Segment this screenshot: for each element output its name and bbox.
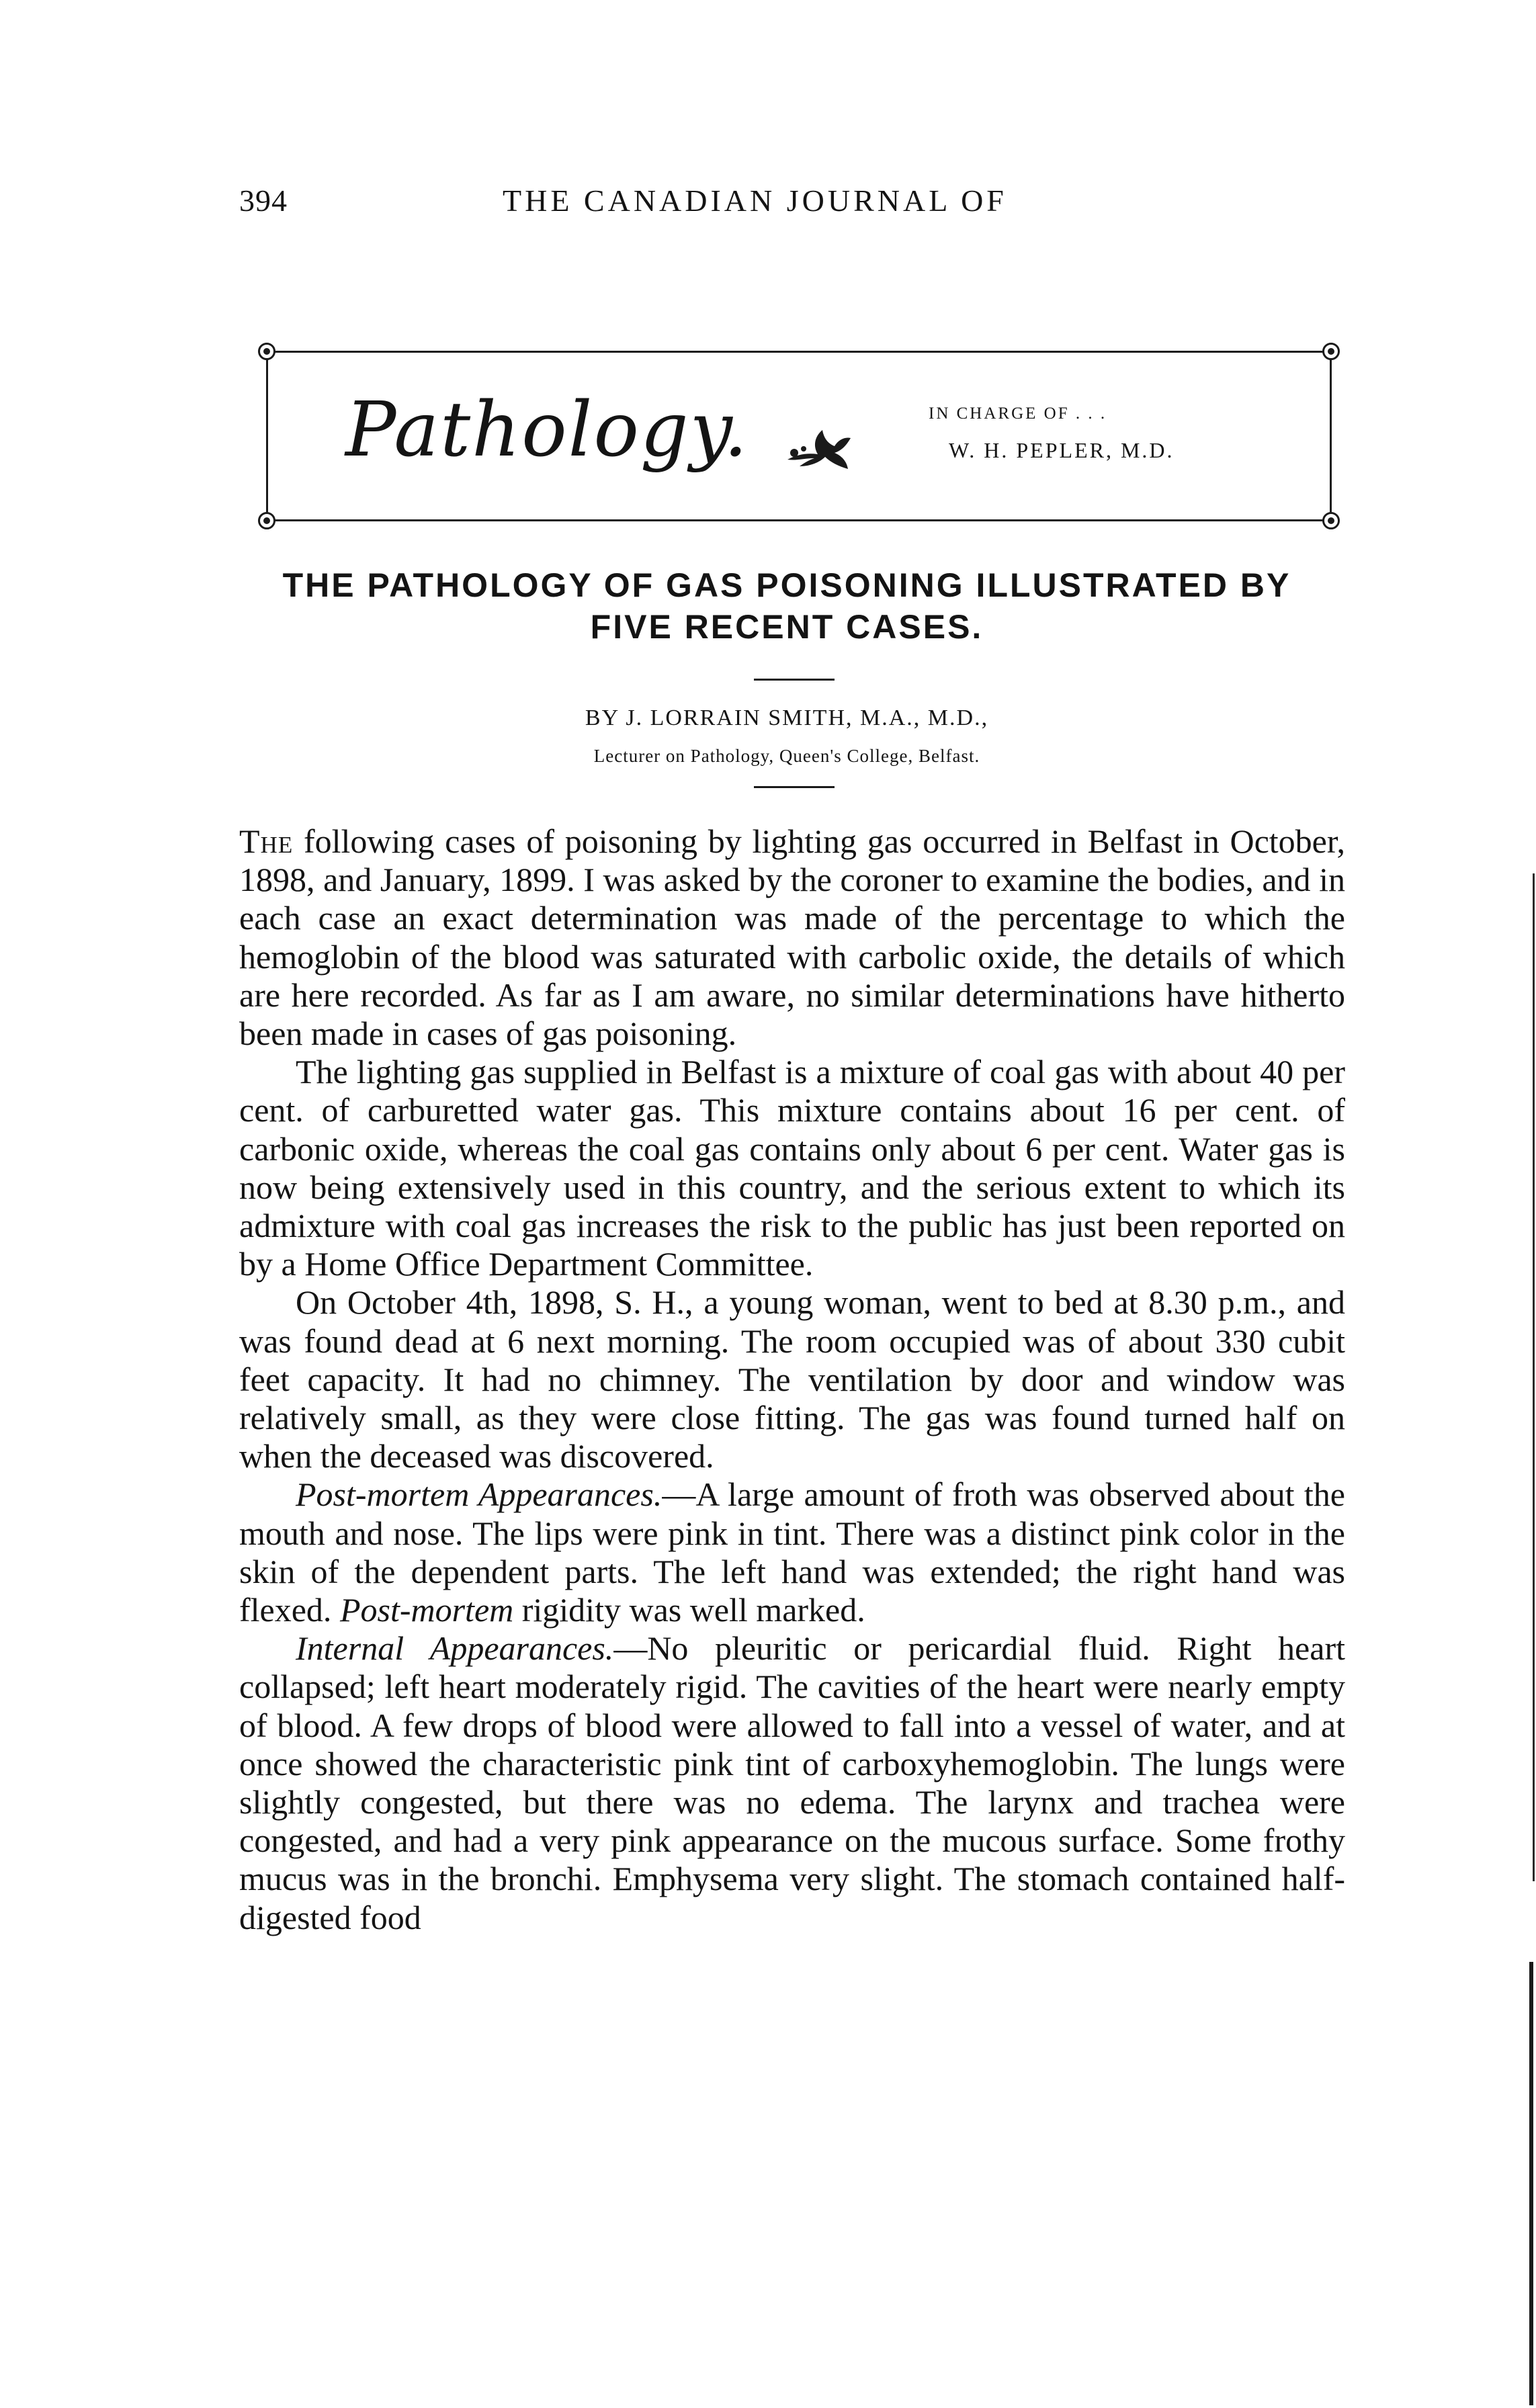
banner-top-rule bbox=[266, 351, 1332, 353]
byline-divider bbox=[754, 786, 835, 788]
paragraph-text: following cases of poisoning by lighting gas occurred in Belfast in October, 1898, and January, 1899. I was asked by the coroner to examine the bodies, and in each case an exact determination was made of the percentage to which the hemoglobin of the blood was saturated with carbolic oxide, the details of which are here recorded. As far as I am aware, no similar determinations have hitherto been made in cases of gas poisoning. bbox=[239, 822, 1346, 1053]
run-in-heading: Post-mortem Appearances. bbox=[296, 1475, 663, 1514]
journal-title: THE CANADIAN JOURNAL OF bbox=[503, 183, 1007, 218]
running-header bbox=[239, 183, 1126, 230]
paragraph bbox=[239, 1475, 1345, 1629]
corner-ornament-icon bbox=[1322, 512, 1340, 529]
paragraph bbox=[239, 1629, 1345, 1937]
title-divider bbox=[754, 679, 835, 681]
italic-term: Post-mortem bbox=[339, 1591, 514, 1629]
banner-right-rule bbox=[1330, 351, 1332, 521]
author-affiliation: Lecturer on Pathology, Queen's College, Belfast. bbox=[593, 746, 980, 766]
article-title: THE PATHOLOGY OF GAS POISONING ILLUSTRATED BY FIVE RECENT CASES. bbox=[282, 566, 1291, 646]
paragraph: The lighting gas supplied in Belfast is a mixture of coal gas with about 40 per cent. of carburetted water gas. This mixture contains about 16 per cent. of carbonic oxide, whereas the coal gas contains only about 6 per cent. Water gas is now being extensively used in this country, and the serious extent to which its admixture with coal gas increases the risk to the public has just been reported on by a Home Office Department Committee. bbox=[239, 1053, 1345, 1283]
paragraph: On October 4th, 1898, S. H., a young woman, went to bed at 8.30 p.m., and was found dead at 6 next morning. The room occupied was of about 330 cubit feet capacity. It had no chimney. The ventilation by door and window was relatively small, as they were close fitting. The gas was found turned half on when the deceased was discovered. bbox=[239, 1283, 1345, 1475]
corner-ornament-icon bbox=[1322, 343, 1340, 360]
page-number: 394 bbox=[239, 183, 288, 218]
drop-lead: The bbox=[239, 822, 294, 860]
editor-name: W. H. PEPLER, M.D. bbox=[949, 438, 1175, 462]
article-body bbox=[239, 822, 1345, 1937]
paragraph-text: —No pleuritic or pericardial fluid. Right heart collapsed; left heart moderately rigid. The cavities of the heart were nearly empty of blood. A few drops of blood were allowed to fall into a vessel of water, and at once showed the characteristic pink tint of carboxyhemoglobin. The lungs were slightly congested, but there was no edema. The larynx and trachea were congested, and had a very pink appearance on the mucous surface. Some frothy mucus was in the bronchi. Emphysema very slight. The stomach contained half-digested food bbox=[239, 1629, 1345, 1936]
editor-label: IN CHARGE OF . . . bbox=[929, 404, 1107, 423]
paragraph-text: rigidity was well marked. bbox=[521, 1591, 865, 1629]
run-in-heading: Internal Appearances. bbox=[296, 1629, 614, 1668]
section-title: Pathology. bbox=[345, 386, 749, 474]
banner-left-rule bbox=[266, 351, 268, 521]
corner-ornament-icon bbox=[258, 343, 275, 360]
paragraph bbox=[239, 822, 1345, 1053]
paragraph-text: —A large amount of froth was observed about the mouth and nose. The lips were pink in tint. There was a distinct pink color in the skin of the dependent parts. The left hand was extended; the right hand was flexed. bbox=[239, 1475, 1345, 1629]
corner-ornament-icon bbox=[258, 512, 275, 529]
article-byline: BY J. LORRAIN SMITH, M.A., M.D., bbox=[585, 705, 989, 730]
scan-edge-artifact bbox=[1529, 1962, 1533, 2405]
fleuron-icon bbox=[781, 413, 855, 473]
scan-edge-artifact bbox=[1533, 873, 1535, 1881]
section-banner bbox=[258, 351, 1340, 521]
banner-bottom-rule bbox=[266, 519, 1332, 521]
